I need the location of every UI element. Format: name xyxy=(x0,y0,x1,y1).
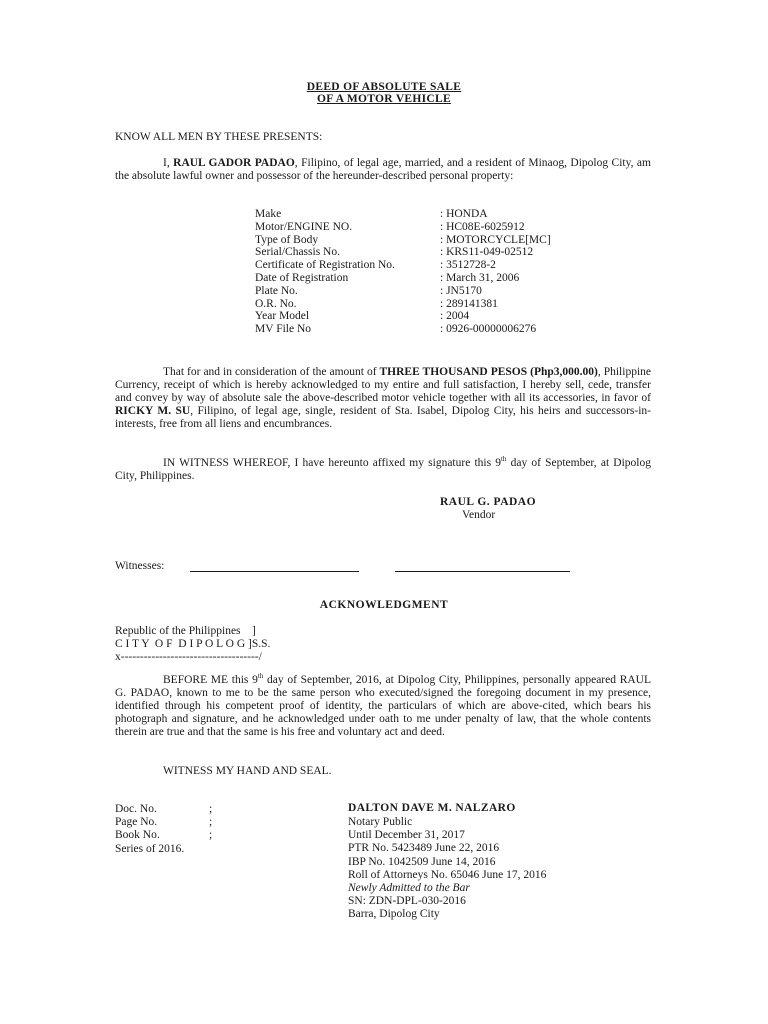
spec-value: : HONDA xyxy=(440,208,488,220)
spec-label: Date of Registration xyxy=(255,271,349,284)
vehicle-specs xyxy=(255,208,615,336)
spec-label: O.R. No. xyxy=(255,297,297,310)
notary-line: Barra, Dipolog City xyxy=(348,908,440,921)
notary-block xyxy=(348,802,648,922)
notary-line: PTR No. 5423489 June 22, 2016 xyxy=(348,842,500,855)
notarial-key: Page No. xyxy=(115,816,158,829)
notarial-value: ; xyxy=(209,803,213,815)
signatory-name: RAUL G. PADAO xyxy=(440,496,537,508)
p4-text-2: day of September, 2016, at Dipolog City, Philippines, personally appeared RAUL G. PADAO, known to me to be the same person who executed/signed the foregoing document in my presence, identified through his competent proof of identity, the particulars of which are above-cited, which bears his photograph and signature, and he acknowledged under oath to me under penalty of law, that the whole contents therein are true and that the same is his free and voluntary act and deed. xyxy=(115,674,652,738)
vendee-name: RICKY M. SU xyxy=(115,405,191,417)
notary-line: Until December 31, 2017 xyxy=(348,829,465,842)
notary-line: Notary Public xyxy=(348,816,413,828)
p1-text: , Filipino, of legal age, married, and a resident of Minaog, Dipolog City, am the absolute lawful owner and possessor of the hereunder-described personal property: xyxy=(115,157,651,182)
venue-line-3: x------------------------------------/ xyxy=(115,651,262,663)
spec-label: Year Model xyxy=(255,310,310,323)
spec-label: Serial/Chassis No. xyxy=(255,246,340,259)
venue-line-1: Republic of the Philippines ] xyxy=(115,625,256,637)
opening-line: KNOW ALL MEN BY THESE PRESENTS: xyxy=(115,131,323,143)
spec-value: : 3512728-2 xyxy=(440,259,496,272)
spec-value: : MOTORCYCLE[MC] xyxy=(440,233,551,246)
notary-details-2 xyxy=(348,895,648,921)
vehicle-spec-row xyxy=(255,323,615,336)
vehicle-spec-row xyxy=(255,208,615,221)
vehicle-spec-row xyxy=(255,246,615,259)
notarial-row xyxy=(115,803,275,816)
spec-label: MV File No xyxy=(255,323,312,336)
p2-text-1: That for and in consideration of the amount of xyxy=(163,366,380,378)
notary-admitted: Newly Admitted to the Bar xyxy=(348,881,470,894)
notarial-value: ; xyxy=(209,816,213,829)
witness-hand-seal: WITNESS MY HAND AND SEAL. xyxy=(163,765,332,777)
notary-line: SN: ZDN-DPL-030-2016 xyxy=(348,895,466,908)
vehicle-spec-row xyxy=(255,259,615,272)
vendor-name: RAUL GADOR PADAO xyxy=(173,157,295,169)
spec-value: : 2004 xyxy=(440,310,470,323)
notarial-value: ; xyxy=(209,829,213,842)
paragraph-consideration xyxy=(115,366,651,431)
spec-label: Motor/ENGINE NO. xyxy=(255,220,353,233)
acknowledgment-title: ACKNOWLEDGMENT xyxy=(319,599,449,611)
notarial-register xyxy=(115,803,275,856)
p3-text-2: day of September, at Dipolog City, Philippines. xyxy=(115,457,651,482)
paragraph-before-me xyxy=(115,674,651,739)
notary-details xyxy=(348,816,648,882)
p3-sup: th xyxy=(500,455,507,464)
vehicle-spec-row xyxy=(255,234,615,247)
spec-label: Plate No. xyxy=(255,284,298,297)
spec-value: : 0926-00000006276 xyxy=(440,323,537,336)
witness-line-1 xyxy=(190,571,359,572)
p4-sup: th xyxy=(257,672,264,681)
p1-prefix: I, xyxy=(163,157,174,169)
notarial-key: Doc. No. xyxy=(115,803,157,815)
spec-label: Make xyxy=(255,208,282,220)
notarial-row xyxy=(115,816,275,829)
notarial-key: Book No. xyxy=(115,829,160,842)
spec-value: : JN5170 xyxy=(440,284,482,297)
notarial-row xyxy=(115,829,275,842)
paragraph-witness-whereof xyxy=(115,457,651,483)
venue-line-2: C I T Y O F D I P O L O G ]S.S. xyxy=(115,638,271,650)
spec-label: Type of Body xyxy=(255,233,319,246)
notarial-row xyxy=(115,843,275,856)
signatory-role: Vendor xyxy=(462,509,496,521)
p3-text-1: IN WITNESS WHEREOF, I have hereunto affixed my signature this 9 xyxy=(163,457,501,469)
spec-value: : March 31, 2006 xyxy=(440,271,520,284)
vehicle-spec-row xyxy=(255,298,615,311)
spec-label: Certificate of Registration No. xyxy=(255,259,395,272)
vehicle-spec-row xyxy=(255,272,615,285)
spec-value: : 289141381 xyxy=(440,297,498,310)
amount-words: THREE THOUSAND PESOS (Php3,000.00) xyxy=(379,366,598,378)
witnesses-label: Witnesses: xyxy=(115,560,165,572)
vehicle-spec-row xyxy=(255,221,615,234)
notary-line: IBP No. 1042509 June 14, 2016 xyxy=(348,855,496,868)
p2-text-3: , Filipino, of legal age, single, resident of Sta. Isabel, Dipolog City, his heirs and successors-in-interests, free from all liens and encumbrances. xyxy=(115,405,651,430)
witness-line-2 xyxy=(395,571,570,572)
spec-value: : HC08E-6025912 xyxy=(440,220,525,233)
notary-name: DALTON DAVE M. NALZARO xyxy=(348,802,516,814)
p2-text-2: , Philippine Currency, receipt of which is hereby acknowledged to my entire and full satisfaction, I hereby sell, cede, transfer and convey by way of absolute sale the above-described motor vehicle together with all its accessories, in favor of xyxy=(115,366,651,404)
title-line-1: DEED OF ABSOLUTE SALE xyxy=(306,81,462,93)
title-line-2: OF A MOTOR VEHICLE xyxy=(317,93,451,105)
notarial-key: Series of 2016. xyxy=(115,842,185,855)
vehicle-spec-row xyxy=(255,310,615,323)
vehicle-spec-row xyxy=(255,285,615,298)
spec-value: : KRS11-049-02512 xyxy=(440,246,534,259)
notary-line: Roll of Attorneys No. 65046 June 17, 2016 xyxy=(348,868,547,881)
p4-text-1: BEFORE ME this 9 xyxy=(163,674,258,686)
paragraph-owner xyxy=(115,157,651,183)
